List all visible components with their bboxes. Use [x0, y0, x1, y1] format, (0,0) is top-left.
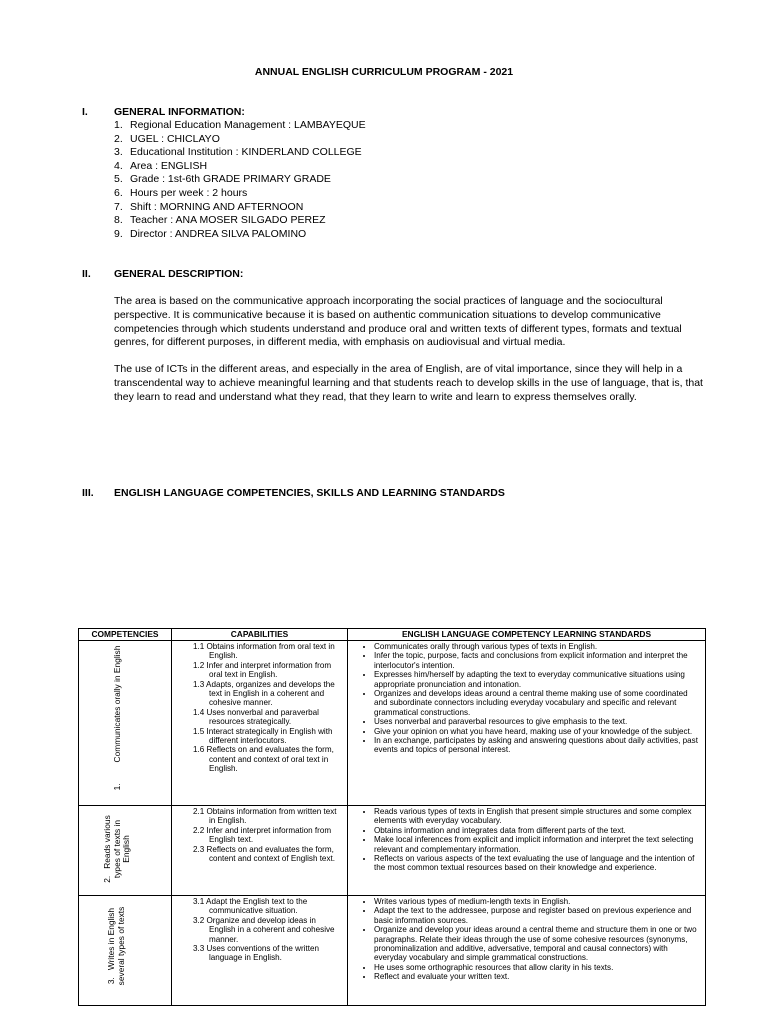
- competency-cell: [79, 641, 172, 806]
- standard-item: • Reflect and evaluate your written text.: [374, 972, 699, 981]
- section-3-number: III.: [82, 487, 94, 499]
- competency-cell: [79, 896, 172, 1006]
- standard-item: • Adapt the text to the addressee, purpose and register based on previous experience and basic information sources.: [374, 906, 699, 925]
- capability-item: 1.2 Infer and interpret information from oral text in English.: [193, 660, 332, 680]
- capability-item: 3.3 Uses conventions of the written language in English.: [193, 944, 319, 963]
- header-capabilities: CAPABILITIES: [172, 629, 348, 641]
- competency-label: 1. Communicates orally in English: [112, 645, 122, 791]
- table-row: [79, 641, 706, 806]
- competency-label: 3. Writes in English several types of texts: [106, 906, 126, 986]
- standard-item: • He uses some orthographic resources that allow clarity in his texts.: [374, 963, 699, 972]
- info-item: 5. Grade : 1st-6th GRADE PRIMARY GRADE: [114, 173, 331, 186]
- info-item: 4. Area : ENGLISH: [114, 159, 208, 172]
- capability-item: 3.1 Adapt the English text to the communicative situation.: [193, 897, 308, 916]
- standard-item: • Reflects on various aspects of the text evaluating the use of language and the intention of the most common textual resources based on their knowledge and experience.: [374, 854, 699, 873]
- competency-table: [78, 628, 706, 1006]
- standard-item: • In an exchange, participates by asking and answering questions about daily activities, past events and topics of personal interest.: [374, 736, 699, 755]
- capability-item: 1.3 Adapts, organizes and develops the text in English in a coherent and cohesive manner.: [193, 679, 335, 708]
- standard-item: • Expresses him/herself by adapting the text to everyday communicative situations using appropriate pronunciation and intonation.: [374, 670, 699, 689]
- standard-item: • Obtains information and integrates data from different parts of the text.: [374, 826, 699, 835]
- competency-cell: [79, 806, 172, 896]
- standards-cell: [348, 896, 706, 1006]
- capability-item: 2.2 Infer and interpret information from English text.: [193, 825, 332, 845]
- capability-item: 1.6 Reflects on and evaluates the form, content and context of oral text in English.: [193, 745, 334, 774]
- competency-label: 2. Reads various types of texts in English: [102, 815, 132, 883]
- description-paragraph-2: The use of ICTs in the different areas, and especially in the area of English, are of vital importance, since they will help in a transcendental way to achieve meaningful learning and that students reach to develop skills in the use of language, that is, that they learn to read and understand what they read, that they learn to write and learn to express themselves orally.: [114, 363, 703, 403]
- standards-cell: [348, 641, 706, 806]
- standard-item: • Writes various types of medium-length texts in English.: [374, 897, 699, 906]
- section-3-title: ENGLISH LANGUAGE COMPETENCIES, SKILLS AND LEARNING STANDARDS: [114, 487, 505, 499]
- section-2-number: II.: [82, 268, 91, 280]
- capability-item: 2.3 Reflects on and evaluates the form, content and context of English text.: [193, 844, 335, 864]
- standards-cell: [348, 806, 706, 896]
- capabilities-cell: [172, 806, 348, 896]
- section-1-title: GENERAL INFORMATION:: [114, 106, 245, 118]
- standard-item: • Organize and develop your ideas around a central theme and structure them in one or two paragraphs. Relate their ideas through the use of some cohesive resources (synonyms, pronominalization and additive, adversative, temporal and causal connectors) with everyday vocabulary and simple grammatical constructions.: [374, 925, 699, 963]
- info-item: 3. Educational Institution : KINDERLAND COLLEGE: [114, 146, 362, 159]
- section-1-number: I.: [82, 106, 88, 118]
- standard-item: • Infer the topic, purpose, facts and conclusions from explicit information and interpret the interlocutor's intention.: [374, 651, 699, 670]
- standard-item: • Uses nonverbal and paraverbal resources to give emphasis to the text.: [374, 717, 699, 726]
- capabilities-cell: [172, 896, 348, 1006]
- standard-item: • Make local inferences from explicit and implicit information and interpret the text selecting relevant and complementary information.: [374, 835, 699, 854]
- capability-item: 1.5 Interact strategically in English with different interlocutors.: [193, 726, 333, 746]
- info-item: 8. Teacher : ANA MOSER SILGADO PEREZ: [114, 214, 326, 227]
- info-item: 6. Hours per week : 2 hours: [114, 186, 248, 199]
- section-2-title: GENERAL DESCRIPTION:: [114, 268, 244, 280]
- info-item: 2. UGEL : CHICLAYO: [114, 132, 220, 145]
- header-standards: ENGLISH LANGUAGE COMPETENCY LEARNING STANDARDS: [348, 629, 706, 641]
- standard-item: • Reads various types of texts in English that present simple structures and some complex elements with everyday vocabulary.: [374, 807, 699, 826]
- capability-item: 1.4 Uses nonverbal and paraverbal resources strategically.: [193, 707, 319, 727]
- capabilities-cell: [172, 641, 348, 806]
- description-paragraph-1: The area is based on the communicative approach incorporating the social practices of language and the sociocultural perspective. It is communicative because it is based on authentic communication situations to develop communicative competencies through which students understand and produce oral and written texts of different types, formats and textual genres, for different purposes, in different media, with emphasis on audiovisual and virtual media.: [114, 295, 682, 349]
- standard-item: • Give your opinion on what you have heard, making use of your knowledge of the subject.: [374, 727, 699, 736]
- standard-item: • Communicates orally through various types of texts in English.: [374, 642, 699, 651]
- info-item: 9. Director : ANDREA SILVA PALOMINO: [114, 227, 307, 240]
- table-row: [79, 896, 706, 1006]
- header-competencies: COMPETENCIES: [79, 629, 172, 641]
- capability-item: 3.2 Organize and develop ideas in English in a coherent and cohesive manner.: [193, 915, 335, 944]
- general-info-list: [114, 119, 366, 241]
- standard-item: • Organizes and develops ideas around a central theme making use of some coordinated and subordinate connectors including everyday vocabulary and specific and relevant grammatical constructions.: [374, 689, 699, 717]
- capability-item: 1.1 Obtains information from oral text in English.: [193, 642, 335, 661]
- capability-item: 2.1 Obtains information from written text in English.: [193, 807, 337, 826]
- info-item: 1. Regional Education Management : LAMBAYEQUE: [114, 119, 366, 131]
- table-row: [79, 806, 706, 896]
- table-header-row: [79, 629, 706, 641]
- info-item: 7. Shift : MORNING AND AFTERNOON: [114, 200, 304, 213]
- document-title: ANNUAL ENGLISH CURRICULUM PROGRAM - 2021: [254, 66, 514, 78]
